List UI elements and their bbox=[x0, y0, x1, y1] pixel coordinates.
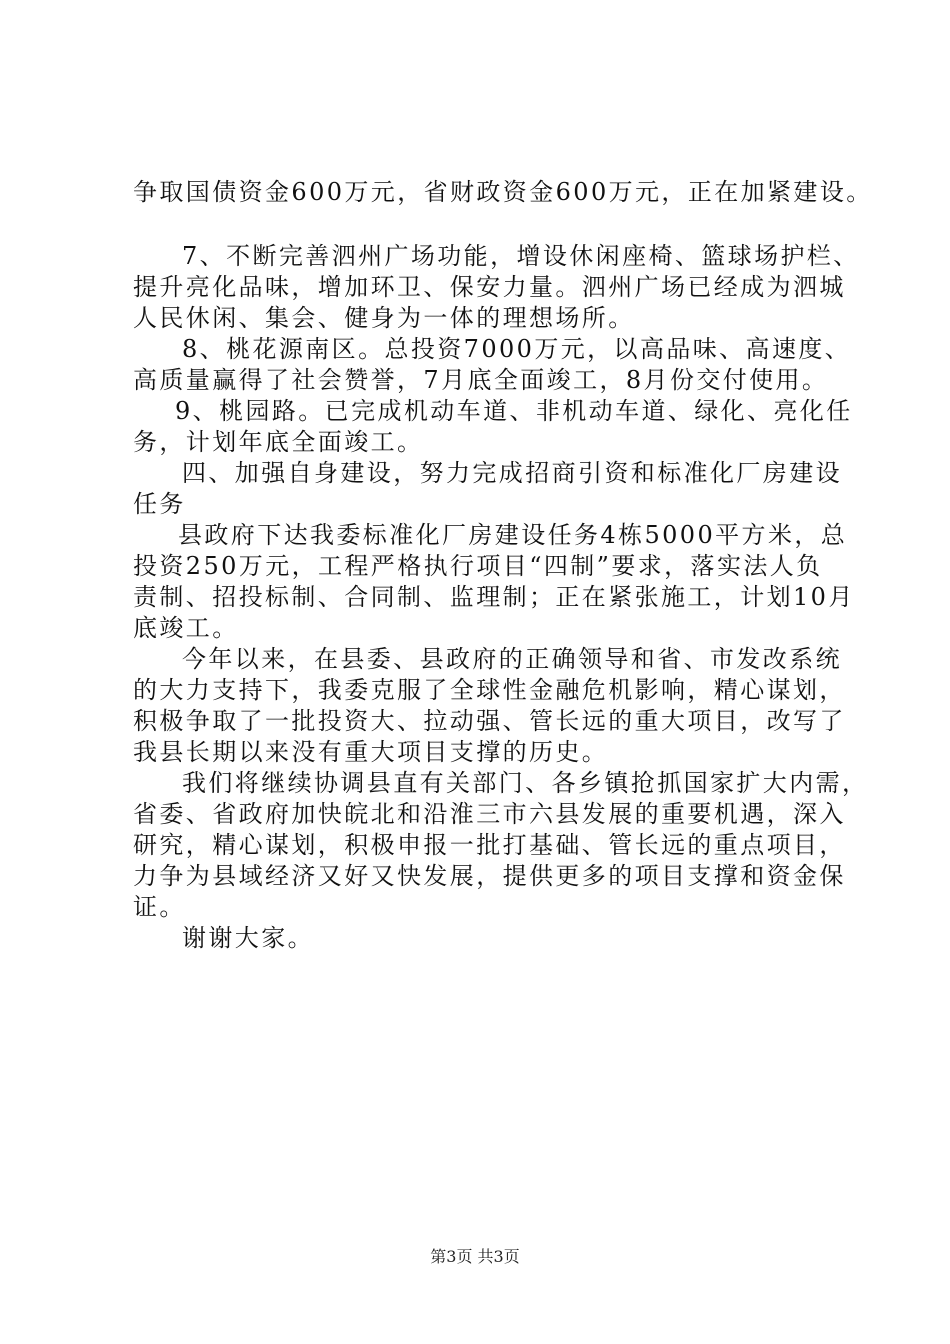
text-line: 今年以来，在县委、县政府的正确领导和省、市发改系统 bbox=[182, 645, 842, 673]
text-line: 7、不断完善泗州广场功能，增设休闲座椅、篮球场护栏、 bbox=[182, 242, 860, 270]
text-line: 人民休闲、集会、健身为一体的理想场所。 bbox=[133, 304, 635, 332]
text-line: 高质量赢得了社会赞誉，7月底全面竣工，8月份交付使用。 bbox=[133, 366, 829, 394]
page-number-footer: 第3页 共3页 bbox=[430, 1247, 520, 1266]
text-line: 8、桃花源南区。总投资7000万元，以高品味、高速度、 bbox=[182, 335, 852, 363]
text-line: 省委、省政府加快皖北和沿淮三市六县发展的重要机遇，深入 bbox=[133, 800, 846, 828]
text-line: 我县长期以来没有重大项目支撑的历史。 bbox=[133, 738, 609, 766]
text-line: 力争为县域经济又好又快发展，提供更多的项目支撑和资金保 bbox=[133, 862, 846, 890]
text-line: 县政府下达我委标准化厂房建设任务4栋5000平方米，总 bbox=[178, 521, 848, 549]
text-line: 积极争取了一批投资大、拉动强、管长远的重大项目，改写了 bbox=[133, 707, 846, 735]
text-line: 证。 bbox=[133, 893, 186, 921]
text-line: 争取国债资金600万元，省财政资金600万元，正在加紧建设。 bbox=[133, 178, 873, 206]
text-line: 提升亮化品味，增加环卫、保安力量。泗州广场已经成为泗城 bbox=[133, 273, 846, 301]
text-line: 底竣工。 bbox=[133, 614, 239, 642]
section-heading: 任务 bbox=[133, 490, 186, 518]
text-line: 务，计划年底全面竣工。 bbox=[133, 428, 424, 456]
text-line: 责制、招投标制、合同制、监理制；正在紧张施工，计划10月 bbox=[133, 583, 855, 611]
text-line: 研究，精心谋划，积极申报一批打基础、管长远的重点项目， bbox=[133, 831, 846, 859]
text-line: 的大力支持下，我委克服了全球性金融危机影响，精心谋划， bbox=[133, 676, 846, 704]
text-line: 9、桃园路。已完成机动车道、非机动车道、绿化、亮化任 bbox=[175, 397, 853, 425]
text-line: 我们将继续协调县直有关部门、各乡镇抢抓国家扩大内需， bbox=[182, 769, 869, 797]
text-line: 投资250万元，工程严格执行项目“四制”要求，落实法人负 bbox=[133, 552, 823, 580]
section-heading: 四、加强自身建设，努力完成招商引资和标准化厂房建设 bbox=[182, 459, 842, 487]
closing-line: 谢谢大家。 bbox=[182, 924, 314, 952]
